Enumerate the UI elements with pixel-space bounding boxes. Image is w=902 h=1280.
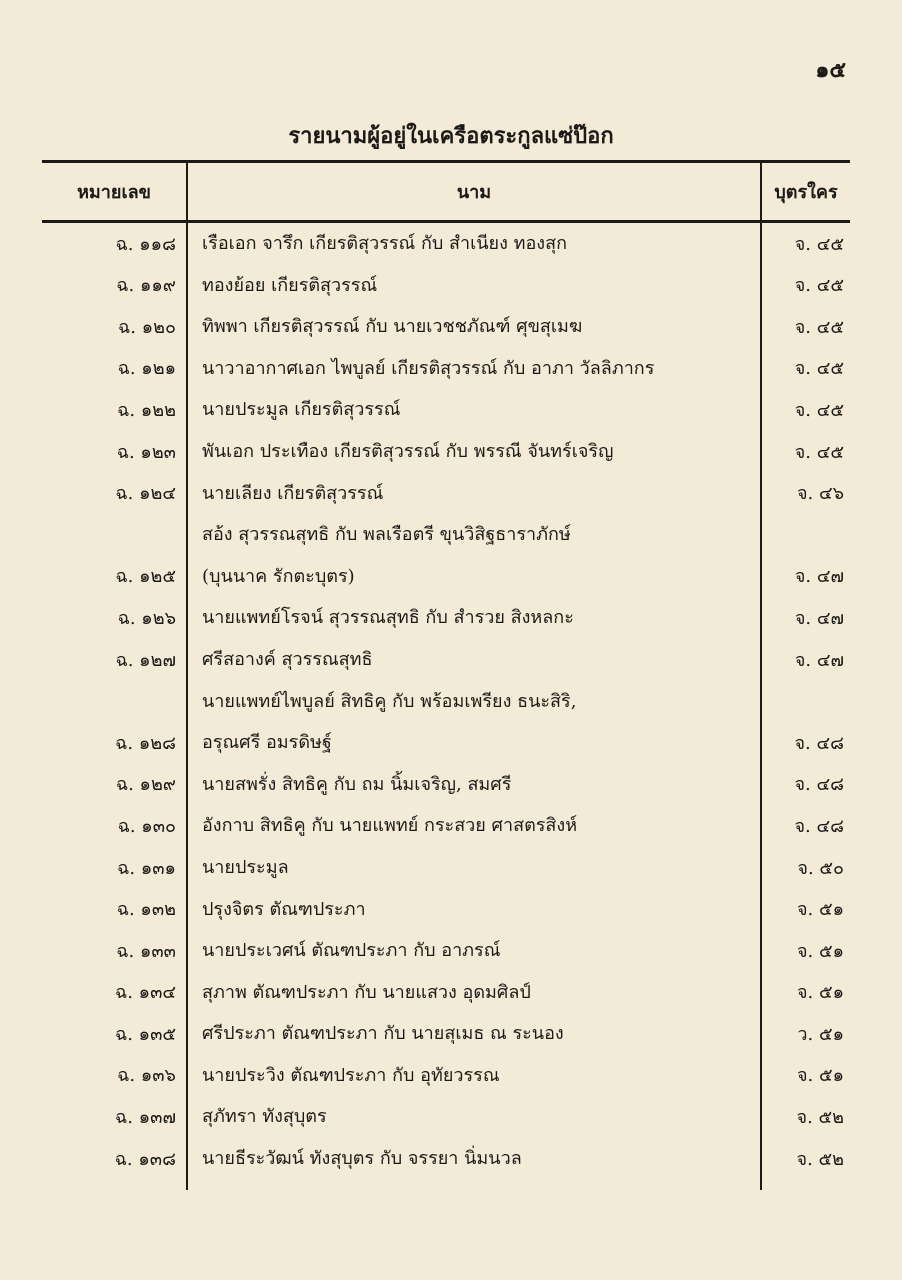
table-row [42,307,850,349]
row-name-line: นายธีระวัฒน์ ทังสุบุตร กับ จรรยา นิ่มนวล [202,1148,522,1170]
header-name: นาม [456,181,492,203]
table-row [42,640,850,682]
row-parent: จ. ๕๐ [797,857,844,879]
table-row [42,806,850,848]
header-parent: บุตรใคร [774,181,838,203]
row-number: ฉ. ๑๒๔ [115,483,176,505]
row-name-line: นายประมูล เกียรติสุวรรณ์ [202,399,401,421]
row-number: ฉ. ๑๒๗ [115,649,176,671]
row-name-line: นายแพทย์ไพบูลย์ สิทธิคู กับ พร้อมเพรียง ธนะสิริ, [202,690,577,712]
table-row [42,973,850,1015]
row-name-line: นายประวิง ตัณฑประภา กับ อุทัยวรรณ [202,1064,500,1086]
row-parent: จ. ๔๕ [794,275,844,297]
row-name-line: นายประมูล [202,856,289,878]
table-row [42,266,850,308]
table-body [42,224,850,1181]
table-row [42,765,850,807]
table-row [42,890,850,932]
table-row [42,931,850,973]
page-number: ๑๕ [815,57,846,83]
row-number: ฉ. ๑๑๙ [116,275,176,297]
table-row [42,390,850,432]
genealogy-table [42,160,850,1190]
table-row [42,432,850,474]
row-number: ฉ. ๑๒๑ [117,358,176,380]
row-name-line: ทองย้อย เกียรติสุวรรณ์ [202,274,378,296]
row-name [202,521,754,604]
table-row [42,1097,850,1139]
row-parent: จ. ๔๕ [794,316,844,338]
row-number: ฉ. ๑๓๐ [117,815,176,837]
table-row [42,349,850,391]
row-parent: จ. ๔๘ [794,732,844,754]
row-parent: จ. ๔๕ [794,233,844,255]
row-name-line: นายประเวศน์ ตัณฑประภา กับ อาภรณ์ [202,940,501,962]
row-number: ฉ. ๑๓๔ [114,982,176,1004]
row-number: ฉ. ๑๒๕ [115,566,176,588]
row-number: ฉ. ๑๒๐ [118,316,176,338]
row-parent: จ. ๕๒ [796,1148,844,1170]
row-parent: จ. ๕๑ [796,899,844,921]
row-parent: จ. ๕๑ [796,982,844,1004]
row-name-line: ทิพพา เกียรติสุวรรณ์ กับ นายเวชชภัณฑ์ ศุขสุเมฆ [202,316,583,338]
row-name-line: เรือเอก จารึก เกียรติสุวรรณ์ กับ สำเนียง ทองสุก [202,233,567,254]
table-row [42,474,850,516]
row-name-line: อังกาบ สิทธิคู กับ นายแพทย์ กระสวย ศาสตรสิงห์ [202,815,578,837]
header-number: หมายเลข [77,181,151,203]
row-parent: จ. ๔๕ [794,441,844,463]
table-row [42,1139,850,1181]
row-name [202,688,754,771]
table-row [42,598,850,640]
row-name-line: ศรีประภา ตัณฑประภา กับ นายสุเมธ ณ ระนอง [202,1023,564,1045]
row-number: ฉ. ๑๓๕ [114,1023,176,1045]
row-parent: ว. ๕๑ [797,1023,844,1045]
table-row [42,224,850,266]
row-number: ฉ. ๑๒๙ [115,774,176,796]
row-parent: จ. ๔๕ [794,399,844,421]
row-name-line: ศรีสอางค์ สุวรรณสุทธิ [202,648,373,670]
row-name-line: สุภัทรา ทังสุบุตร [202,1106,327,1128]
table-row [42,1014,850,1056]
row-number: ฉ. ๑๒๖ [117,607,176,629]
row-parent: จ. ๕๑ [796,940,844,962]
row-parent: จ. ๔๗ [794,607,844,629]
table-row [42,1056,850,1098]
row-number: ฉ. ๑๓๑ [117,857,176,879]
row-parent: จ. ๕๑ [796,1065,844,1087]
table-header-rule [42,220,850,223]
row-number: ฉ. ๑๓๗ [115,1107,176,1129]
row-number: ฉ. ๑๓๘ [114,1148,176,1170]
page-title: รายนามผู้อยู่ในเครือตระกูลแซ่ป๊อก [288,123,614,149]
row-name-line: อรุณศรี อมรดิษฐ์ [202,732,332,754]
row-name-line: นาวาอากาศเอก ไพบูลย์ เกียรติสุวรรณ์ กับ อาภา วัลลิภากร [202,357,655,379]
row-name-line: (บุนนาค รักตะบุตร) [202,565,355,587]
row-parent: จ. ๕๒ [796,1107,844,1129]
row-name [202,1145,754,1187]
row-name-line: นายสพรั่ง สิทธิคู กับ ถม นิ้มเจริญ, สมศรี [202,773,512,795]
row-parent: จ. ๔๕ [794,358,844,380]
row-parent: จ. ๔๘ [794,815,844,837]
row-number: ฉ. ๑๓๒ [116,899,176,921]
row-name-line: สุภาพ ตัณฑประภา กับ นายแสวง อุดมศิลป์ [202,981,531,1003]
row-number: ฉ. ๑๑๘ [115,233,176,255]
row-name-line: ปรุงจิตร ตัณฑประภา [202,898,366,920]
table-row [42,682,850,765]
row-number: ฉ. ๑๒๒ [117,399,176,421]
row-name-line: นายเลียง เกียรติสุวรรณ์ [202,482,384,504]
row-parent: จ. ๔๗ [794,566,844,588]
row-parent: จ. ๔๗ [794,649,844,671]
row-name-line: สอ้ง สุวรรณสุทธิ กับ พลเรือตรี ขุนวิสิฐธาราภักษ์ [202,524,571,546]
row-parent: จ. ๔๘ [794,774,844,796]
row-name-line: นายแพทย์โรจน์ สุวรรณสุทธิ กับ สำรวย สิงหลกะ [202,607,574,629]
row-number: ฉ. ๑๒๓ [116,441,176,463]
row-number: ฉ. ๑๓๖ [117,1065,176,1087]
row-parent: จ. ๔๖ [796,483,844,505]
row-name-line: พันเอก ประเทือง เกียรติสุวรรณ์ กับ พรรณี จันทร์เจริญ [202,440,614,462]
table-row [42,515,850,598]
row-number: ฉ. ๑๓๓ [116,940,176,962]
table-row [42,848,850,890]
row-number: ฉ. ๑๒๘ [115,732,176,754]
